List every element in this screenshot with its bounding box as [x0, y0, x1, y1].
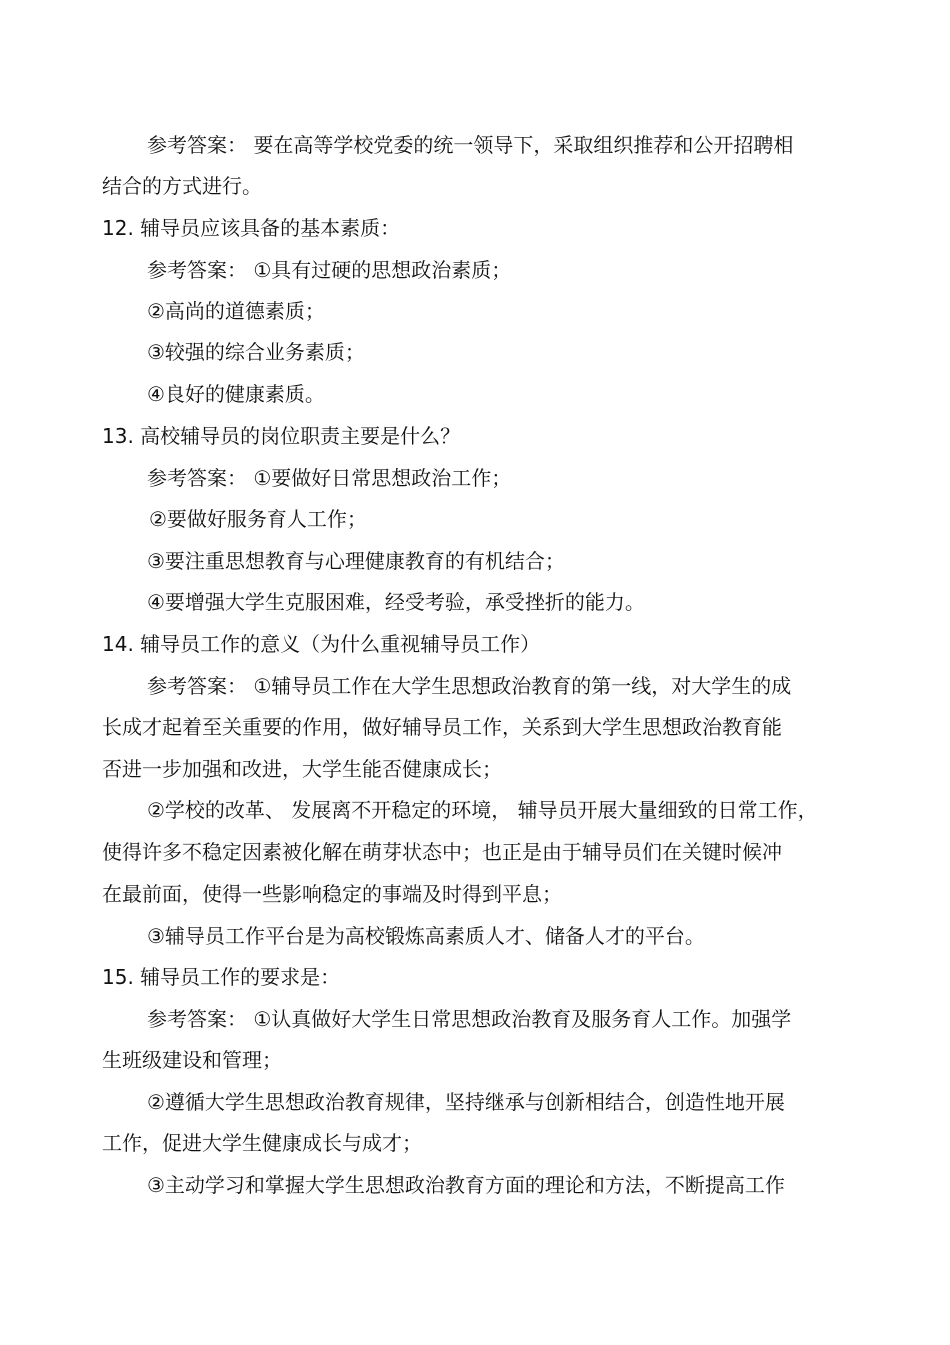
answer-13-item-1: 参考答案： ①要做好日常思想政治工作； [147, 466, 512, 490]
answer-12-item-4: ④良好的健康素质。 [147, 382, 325, 406]
answer-12-item-3: ③较强的综合业务素质； [147, 340, 365, 364]
answer-13-item-3: ③要注重思想教育与心理健康教育的有机结合； [147, 549, 565, 573]
question-12: 12. 辅导员应该具备的基本素质： [102, 216, 401, 240]
answer-14-line-7: ③辅导员工作平台是为高校锻炼高素质人才、储备人才的平台。 [147, 924, 705, 948]
answer-15-line-5: ③主动学习和掌握大学生思想政治教育方面的理论和方法，不断提高工作 [147, 1173, 785, 1197]
answer-15-line-4: 工作，促进大学生健康成长与成才； [102, 1131, 422, 1155]
answer-15-line-3: ②遵循大学生思想政治教育规律，坚持继承与创新相结合，创造性地开展 [147, 1090, 785, 1114]
answer-15-line-2: 生班级建设和管理； [102, 1048, 282, 1072]
answer-12-item-2: ②高尚的道德素质； [147, 299, 325, 323]
question-13: 13. 高校辅导员的岗位职责主要是什么？ [102, 424, 461, 448]
answer-11-line-1: 参考答案： 要在高等学校党委的统一领导下，采取组织推荐和公开招聘相 [147, 133, 794, 157]
answer-14-line-4: ②学校的改革、 发展离不开稳定的环境， 辅导员开展大量细致的日常工作， [147, 798, 818, 822]
answer-15-line-1: 参考答案： ①认真做好大学生日常思想政治教育及服务育人工作。加强学 [147, 1007, 792, 1031]
answer-13-item-2: ②要做好服务育人工作； [149, 507, 367, 531]
answer-14-line-3: 否进一步加强和改进，大学生能否健康成长； [102, 757, 502, 781]
answer-14-line-1: 参考答案： ①辅导员工作在大学生思想政治教育的第一线，对大学生的成 [147, 674, 792, 698]
answer-14-line-2: 长成才起着至关重要的作用，做好辅导员工作，关系到大学生思想政治教育能 [102, 715, 782, 739]
question-14: 14. 辅导员工作的意义（为什么重视辅导员工作） [102, 632, 541, 656]
answer-14-line-5: 使得许多不稳定因素被化解在萌芽状态中；也正是由于辅导员们在关键时候冲 [102, 840, 782, 864]
question-15: 15. 辅导员工作的要求是： [102, 965, 341, 989]
answer-12-item-1: 参考答案： ①具有过硬的思想政治素质； [147, 258, 512, 282]
answer-13-item-4: ④要增强大学生克服困难，经受考验，承受挫折的能力。 [147, 590, 645, 614]
answer-14-line-6: 在最前面，使得一些影响稳定的事端及时得到平息； [102, 882, 562, 906]
answer-11-line-2: 结合的方式进行。 [102, 174, 262, 198]
